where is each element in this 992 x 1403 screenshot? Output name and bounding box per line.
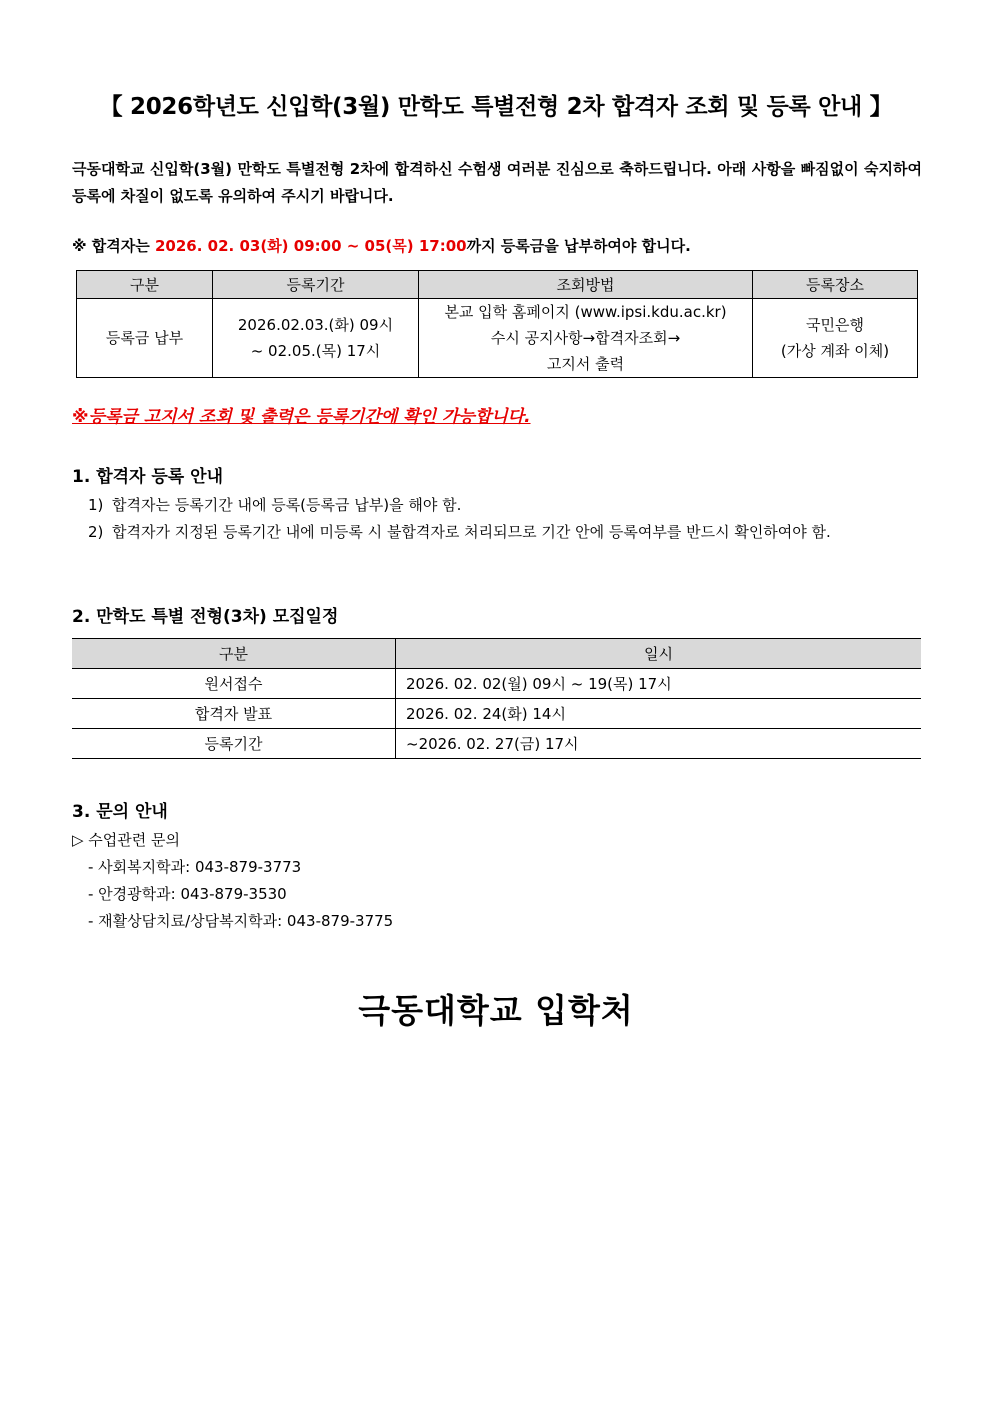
list-item-number: 1) [88,496,104,514]
contact-item: - 사회복지학과: 043-879-3773 [88,858,302,876]
invoice-warning: ※등록금 고지서 조회 및 출력은 등록기간에 확인 가능합니다. [72,407,531,427]
registration-table [76,270,918,378]
header-place: 등록장소 [753,271,918,299]
schedule-date: 2026. 02. 24(화) 14시 [396,699,922,729]
contact-item: - 재활상담치료/상담복지학과: 043-879-3775 [88,912,394,930]
period-line: 2026.02.03.(화) 09시 [237,316,394,334]
schedule-label: 등록기간 [72,729,396,759]
header-period: 등록기간 [213,271,419,299]
schedule-label: 원서접수 [72,669,396,699]
table-row [72,669,921,699]
cell-type: 등록금 납부 [77,299,213,378]
section-heading: 2. 만학도 특별 전형(3차) 모집일정 [72,607,339,627]
contact-list [72,827,393,935]
page-title: 【 2026학년도 신입학(3월) 만학도 특별전형 2차 합격자 조회 및 등록 안내 】 [99,94,893,120]
section-heading: 3. 문의 안내 [72,802,168,822]
intro-paragraph: 극동대학교 신입학(3월) 만학도 특별전형 2차에 합격하신 수험생 여러분 진심으로 축하드립니다. 아래 사항을 빠짐없이 숙지하여 등록에 차질이 없도록 유의하여 주시기 바랍니다. [72,160,922,205]
list-item-number: 2) [88,523,104,541]
list-item [88,492,921,519]
notice-suffix: 까지 등록금을 납부하여야 합니다. [466,237,691,255]
method-line: 고지서 출력 [546,355,625,373]
schedule-label: 합격자 발표 [72,699,396,729]
method-line: 수시 공지사항→합격자조회→ [490,329,681,347]
list-item-text: 합격자는 등록기간 내에 등록(등록금 납부)을 해야 함. [112,496,462,514]
header-type: 구분 [77,271,213,299]
place-line: 국민은행 [806,316,864,334]
contact-lead: ▷ 수업관련 문의 [72,831,181,849]
header-datetime: 일시 [396,639,922,669]
schedule-date: 2026. 02. 02(월) 09시 ~ 19(목) 17시 [396,669,922,699]
notice-deadline: 2026. 02. 03(화) 09:00 ~ 05(목) 17:00 [155,237,467,255]
notice-prefix: ※ 합격자는 [72,237,155,255]
table-row [72,699,921,729]
section-heading: 1. 합격자 등록 안내 [72,467,223,487]
list-item-text: 합격자가 지정된 등록기간 내에 미등록 시 불합격자로 처리되므로 기간 안에 등록여부를 반드시 확인하여야 함. [112,523,831,541]
place-line: (가상 계좌 이체) [780,342,890,360]
method-line: 본교 입학 홈페이지 (www.ipsi.kdu.ac.kr) [444,303,727,321]
issuer-signature: 극동대학교 입학처 [358,991,634,1030]
list-item [88,519,921,546]
period-line: ~ 02.05.(목) 17시 [250,342,381,360]
cell-period [213,299,419,378]
header-category: 구분 [72,639,396,669]
table-row [77,299,918,378]
payment-deadline-notice [72,235,691,256]
schedule-date: ~2026. 02. 27(금) 17시 [396,729,922,759]
schedule-table [72,638,921,759]
table-row [72,729,921,759]
cell-method [419,299,753,378]
registration-table-header [77,271,918,299]
schedule-table-header [72,639,921,669]
header-method: 조회방법 [419,271,753,299]
contact-item: - 안경광학과: 043-879-3530 [88,885,287,903]
cell-place [753,299,918,378]
